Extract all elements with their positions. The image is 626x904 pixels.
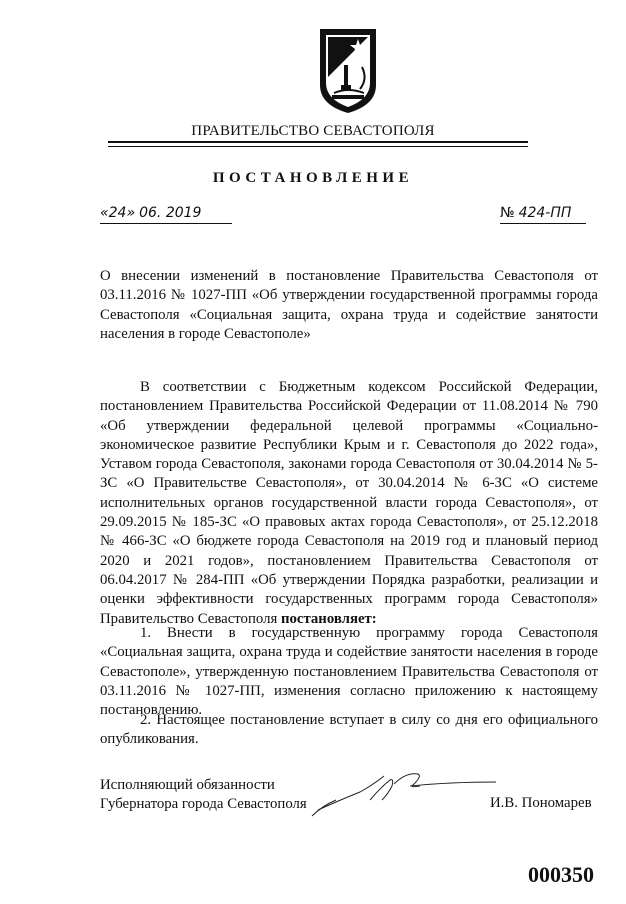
resolution-item-2: 2. Настоящее постановление вступает в силу со дня его официального опубликования. xyxy=(100,712,598,748)
document-subject: О внесении изменений в постановление Правительства Севастополя от 03.11.2016 № 1027-ПП «Об утверждении государственной программы города Севастополя «Социальная защита, охрана труда и содействие занятости населения в городе Севастополе» xyxy=(100,268,598,342)
date-field xyxy=(100,204,232,224)
sevastopol-coat-of-arms-icon xyxy=(318,27,378,115)
document-serial-number: 000350 xyxy=(528,862,594,887)
date-close-quote: » xyxy=(126,205,136,221)
header-rule-thick xyxy=(108,141,528,143)
header-rule-thin xyxy=(108,146,528,147)
date-day: 24 xyxy=(108,205,127,221)
resolution-item-1: 1. Внести в государственную программу города Севастополя «Социальная защита, охрана труда и содействие занятости населения в городе Севастополе», утвержденную постановлением Правительства Севастополя от 03.11.2016 № 1027-ПП, изменения согласно приложению к настоящему постановлению. xyxy=(100,625,598,719)
preamble-paragraph xyxy=(100,378,598,629)
number-value: 424-ПП xyxy=(518,205,572,221)
signatory-position-line2: Губернатора города Севастополя xyxy=(100,796,307,813)
government-title: ПРАВИТЕЛЬСТВО СЕВАСТОПОЛЯ xyxy=(191,123,435,139)
document-number-field xyxy=(500,204,586,224)
number-prefix: № xyxy=(500,205,515,221)
date-month-year: 06. 2019 xyxy=(139,205,202,221)
signatory-position xyxy=(100,776,307,815)
preamble-resolves: постановляет: xyxy=(280,610,377,627)
document-type-heading: ПОСТАНОВЛЕНИЕ xyxy=(212,170,414,186)
preamble-text: В соответствии с Бюджетным кодексом Российской Федерации, постановлением Правительства Российской Федерации от 11.08.2014 № 790 «Об утверждении федеральной целевой программы «Социально-экономическое развитие Республики Крым и г. Севастополя до 2022 года», Уставом города Севастополя, законами города Севастополя от 30.04.2014 № 5-ЗС «О Правительстве Севастополя», от 30.04.2014 № 6-ЗС «О системе исполнительных органов государственной власти города Севастополя», от 29.09.2015 № 185-ЗС «О правовых актах города Севастополя», от 25.12.2018 № 466-ЗС «О бюджете города Севастополя на 2019 год и плановый период 2020 и 2021 годов», постановлением Правительства Севастополя от 06.04.2017 № 284-ПП «Об утверждении Порядка разработки, реализации и оценки эффективности государственных программ города Севастополя» Правительство Севастополя xyxy=(100,379,598,627)
date-open-quote: « xyxy=(100,205,109,221)
handwritten-signature xyxy=(310,770,500,818)
signatory-name: И.В. Пономарев xyxy=(490,795,592,811)
signatory-position-line1: Исполняющий обязанности xyxy=(100,777,275,793)
